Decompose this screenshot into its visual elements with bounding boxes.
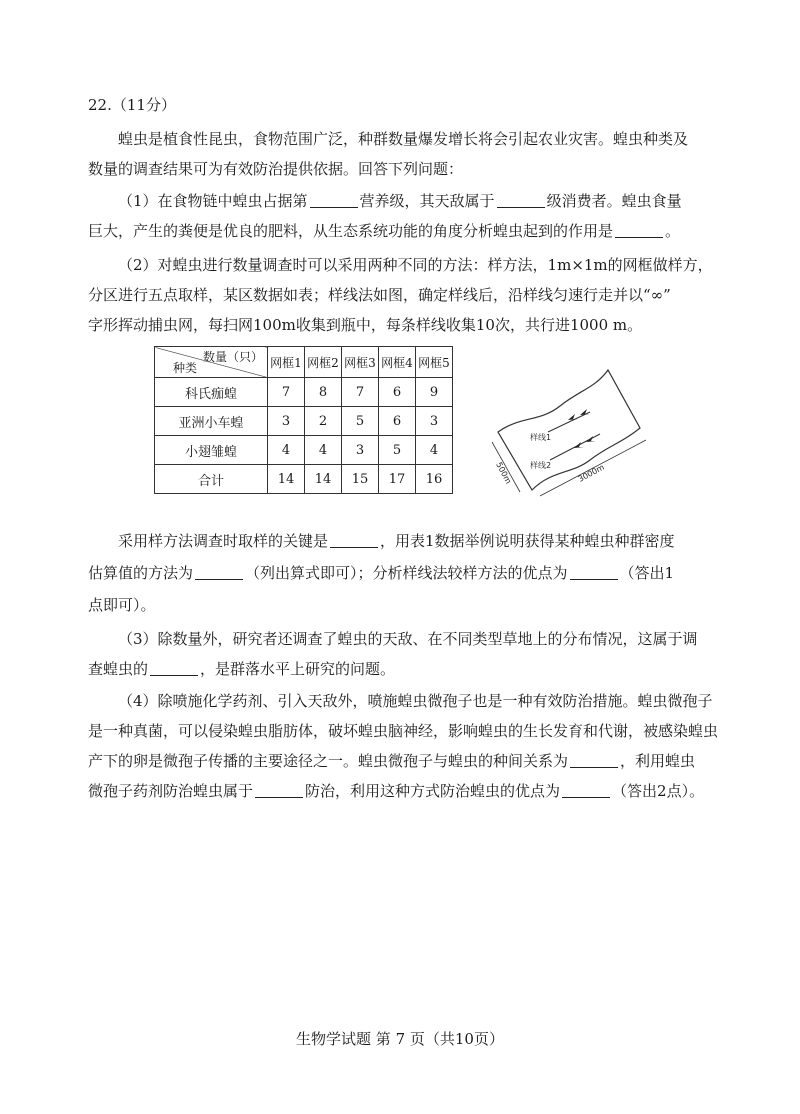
table-corner-cell [155, 347, 268, 378]
column-header: 网框3 [342, 347, 379, 378]
answer-blank[interactable] [150, 660, 198, 676]
table-cell: 6 [379, 407, 416, 436]
part5-text: （答出2点）。 [612, 782, 705, 800]
answer-blank[interactable] [562, 782, 610, 798]
answer-blank[interactable] [195, 564, 243, 580]
answer-blank[interactable] [615, 222, 663, 238]
table-cell: 4 [416, 436, 453, 465]
part3-text: 估算值的方法为 [88, 564, 194, 582]
width-label: 500m [494, 460, 514, 486]
column-header: 网框4 [379, 347, 416, 378]
part2-line-3: 字形挥动捕虫网，每扫网100m收集到瓶中，每条样线收集10次，共行进1000 m。 [88, 316, 643, 334]
table-cell: 5 [379, 436, 416, 465]
part3-line-1 [118, 530, 675, 551]
part5-line-1: （4）除喷施化学药剂、引入天敌外，喷施蝗虫微孢子也是一种有效防治措施。蝗虫微孢子 [118, 692, 713, 710]
part3-text: （答出1 [619, 564, 675, 582]
part4-text: ，是群落水平上研究的问题。 [200, 660, 396, 678]
sample-line-1 [548, 412, 590, 432]
row-label: 亚洲小车蝗 [155, 407, 268, 436]
part3-text: （列出算式即可）；分析样线法较样方法的优点为 [245, 564, 568, 582]
quadrat-data-table [154, 346, 453, 494]
part3-line-3: 点即可）。 [88, 596, 156, 614]
part5-line-4 [88, 780, 704, 801]
part5-text: ，利用蝗虫 [620, 752, 696, 770]
part5-line-3 [88, 750, 695, 771]
question-number: 22.（11分） [88, 96, 176, 114]
part3-line-2 [88, 562, 674, 583]
row-label: 小翅雏蝗 [155, 436, 268, 465]
intro-line-1: 蝗虫是植食性昆虫，食物范围广泛，种群数量爆发增长将会引起农业灾害。蝗虫种类及 [118, 130, 689, 148]
table-cell: 17 [379, 465, 416, 494]
part5-line-2: 是一种真菌，可以侵染蝗虫脂肪体，破坏蝗虫脑神经，影响蝗虫的生长发育和代谢，被感染蝗虫 [88, 722, 719, 740]
table-cell: 5 [342, 407, 379, 436]
table-cell: 3 [342, 436, 379, 465]
answer-blank[interactable] [497, 192, 545, 208]
table-cell: 3 [416, 407, 453, 436]
part3-text: ，用表1数据举例说明获得某种蝗虫种群密度 [380, 532, 675, 550]
part4-line-2 [88, 658, 395, 679]
part3-text: 采用样方法调查时取样的关键是 [118, 532, 329, 550]
table-cell: 4 [268, 436, 305, 465]
table-cell: 16 [416, 465, 453, 494]
part1-text: 巨大，产生的粪便是优良的肥料，从生态系统功能的角度分析蝗虫起到的作用是 [88, 222, 614, 240]
part2-line-2: 分区进行五点取样，某区数据如表；样线法如图，确定样线后，沿样线匀速行走并以“∞” [88, 286, 671, 304]
part1-line-1 [118, 190, 682, 211]
table-cell: 7 [342, 378, 379, 407]
part5-text: 产下的卵是微孢子传播的主要途径之一。蝗虫微孢子与蝗虫的种间关系为 [88, 752, 569, 770]
transect-diagram [480, 360, 660, 500]
table-cell: 4 [305, 436, 342, 465]
table-row [155, 465, 453, 494]
row-label: 科氏痂蝗 [155, 378, 268, 407]
part4-text: 查蝗虫的 [88, 660, 149, 678]
part5-text: 微孢子药剂防治蝗虫属于 [88, 782, 254, 800]
table-cell: 2 [305, 407, 342, 436]
part1-line-2 [88, 220, 680, 241]
table-cell: 14 [305, 465, 342, 494]
part2-line-1: （2）对蝗虫进行数量调查时可以采用两种不同的方法：样方法，1m×1m的网框做样方， [118, 256, 713, 274]
table-cell: 8 [305, 378, 342, 407]
table-row [155, 436, 453, 465]
table-cell: 3 [268, 407, 305, 436]
answer-blank[interactable] [570, 752, 618, 768]
answer-blank[interactable] [310, 192, 358, 208]
line2-label: 样线2 [530, 461, 552, 470]
sample-line-2 [550, 434, 600, 460]
part5-text: 防治，利用这种方式防治蝗虫的优点为 [305, 782, 561, 800]
table-cell: 6 [379, 378, 416, 407]
table-cell: 15 [342, 465, 379, 494]
part1-text: 。 [665, 222, 681, 240]
table-header-row [155, 347, 453, 378]
column-header: 网框2 [305, 347, 342, 378]
column-header: 网框5 [416, 347, 453, 378]
part1-text: 级消费者。蝗虫食量 [546, 192, 682, 210]
corner-bottom-label: 种类 [173, 361, 198, 375]
line1-label: 样线1 [530, 433, 552, 442]
intro-line-2: 数量的调查结果可为有效防治提供依据。回答下列问题： [88, 160, 464, 178]
table-row [155, 407, 453, 436]
length-label: 3000m [576, 462, 606, 484]
corner-top-label: 数量（只） [202, 350, 263, 364]
row-label: 合计 [155, 465, 268, 494]
answer-blank[interactable] [570, 564, 618, 580]
arrow-icon [568, 409, 596, 448]
table-row [155, 378, 453, 407]
part4-line-1: （3）除数量外，研究者还调查了蝗虫的天敌、在不同类型草地上的分布情况，这属于调 [118, 630, 698, 648]
table-cell: 14 [268, 465, 305, 494]
column-header: 网框1 [268, 347, 305, 378]
field-strip [498, 370, 640, 490]
answer-blank[interactable] [330, 532, 378, 548]
page-footer: 生物学试题 第 7 页（共10页） [296, 1030, 504, 1048]
part1-text: 营养级，其天敌属于 [359, 192, 495, 210]
table-cell: 7 [268, 378, 305, 407]
answer-blank[interactable] [255, 782, 303, 798]
table-cell: 9 [416, 378, 453, 407]
part1-text: （1）在食物链中蝗虫占据第 [118, 192, 308, 210]
